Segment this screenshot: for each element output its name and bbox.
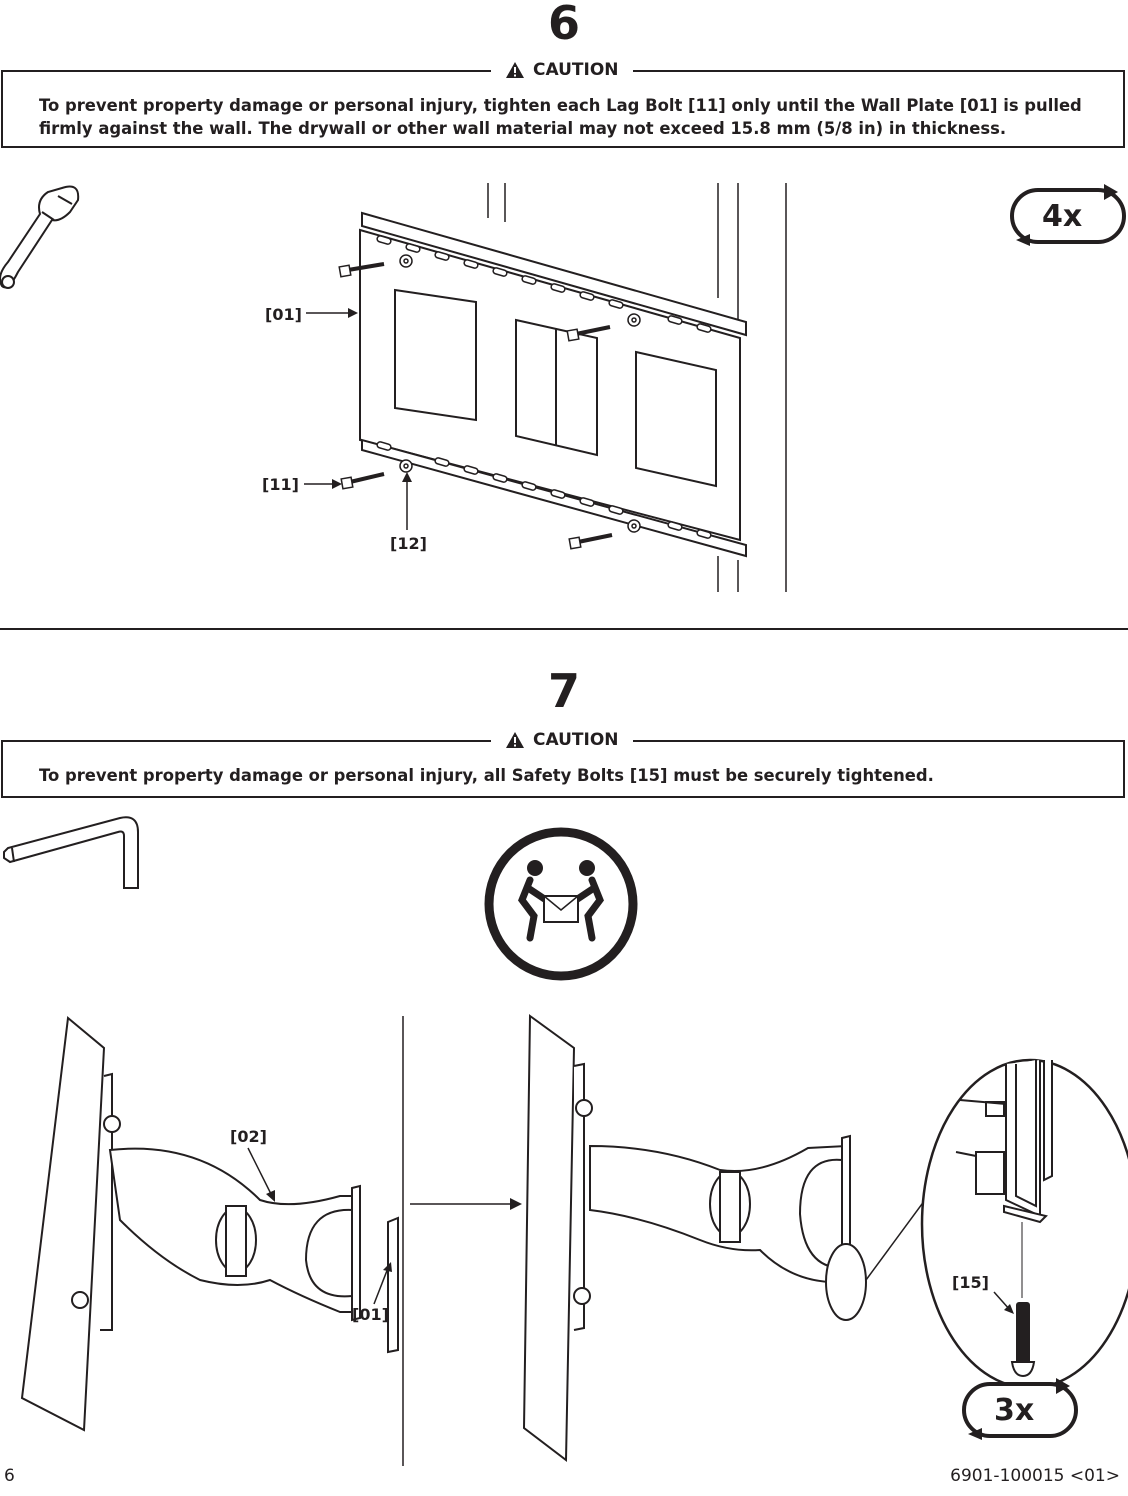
section-divider	[0, 628, 1128, 630]
callout-12-label: [12]	[390, 534, 427, 553]
caution-label: CAUTION	[533, 60, 619, 80]
step-6-illustration	[0, 170, 1128, 600]
hex-key-icon	[4, 817, 138, 888]
step-7-caution-text: To prevent property damage or personal injury, all Safety Bolts [15] must be securely tightened.	[39, 766, 934, 785]
callout-01-label: [01]	[265, 305, 302, 324]
step-7-number: 7	[547, 664, 580, 718]
step-7-illustration	[0, 810, 1128, 1470]
step-6-multiplier: 4x	[1042, 199, 1083, 234]
step-6-caution-box	[1, 60, 1125, 148]
safety-bolt-detail-zoom	[922, 1060, 1128, 1388]
caution-label: CAUTION	[533, 730, 619, 750]
warning-triangle-icon	[505, 61, 525, 79]
step-7-caution-heading	[491, 730, 633, 750]
adjustable-wrench-icon	[0, 187, 78, 289]
callout-11-label: [11]	[262, 475, 299, 494]
tv-arm-assembly-right	[524, 1016, 866, 1460]
step-6-number: 6	[547, 0, 580, 50]
callout-15-label: [15]	[952, 1273, 989, 1292]
step-7-multiplier: 3x	[994, 1393, 1035, 1428]
step-7-caution-box	[1, 730, 1125, 798]
two-person-lift-icon	[489, 832, 633, 976]
tv-arm-assembly-left	[22, 1018, 398, 1430]
warning-triangle-icon	[505, 731, 525, 749]
callout-02-label: [02]	[230, 1127, 267, 1146]
step-6-caution-text: To prevent property damage or personal injury, tighten each Lag Bolt [11] only until the Wall Plate [01] is pulled firmly against the wall. The drywall or other wall material may not exceed 15.8 mm (5/8 in) in thickness.	[39, 96, 1082, 138]
document-id: 6901-100015 <01>	[950, 1466, 1120, 1486]
page-number: 6	[4, 1466, 15, 1486]
callout-01-label: [01]	[352, 1305, 389, 1324]
wall-plate-part	[360, 213, 746, 556]
step-6-caution-heading	[491, 60, 633, 80]
